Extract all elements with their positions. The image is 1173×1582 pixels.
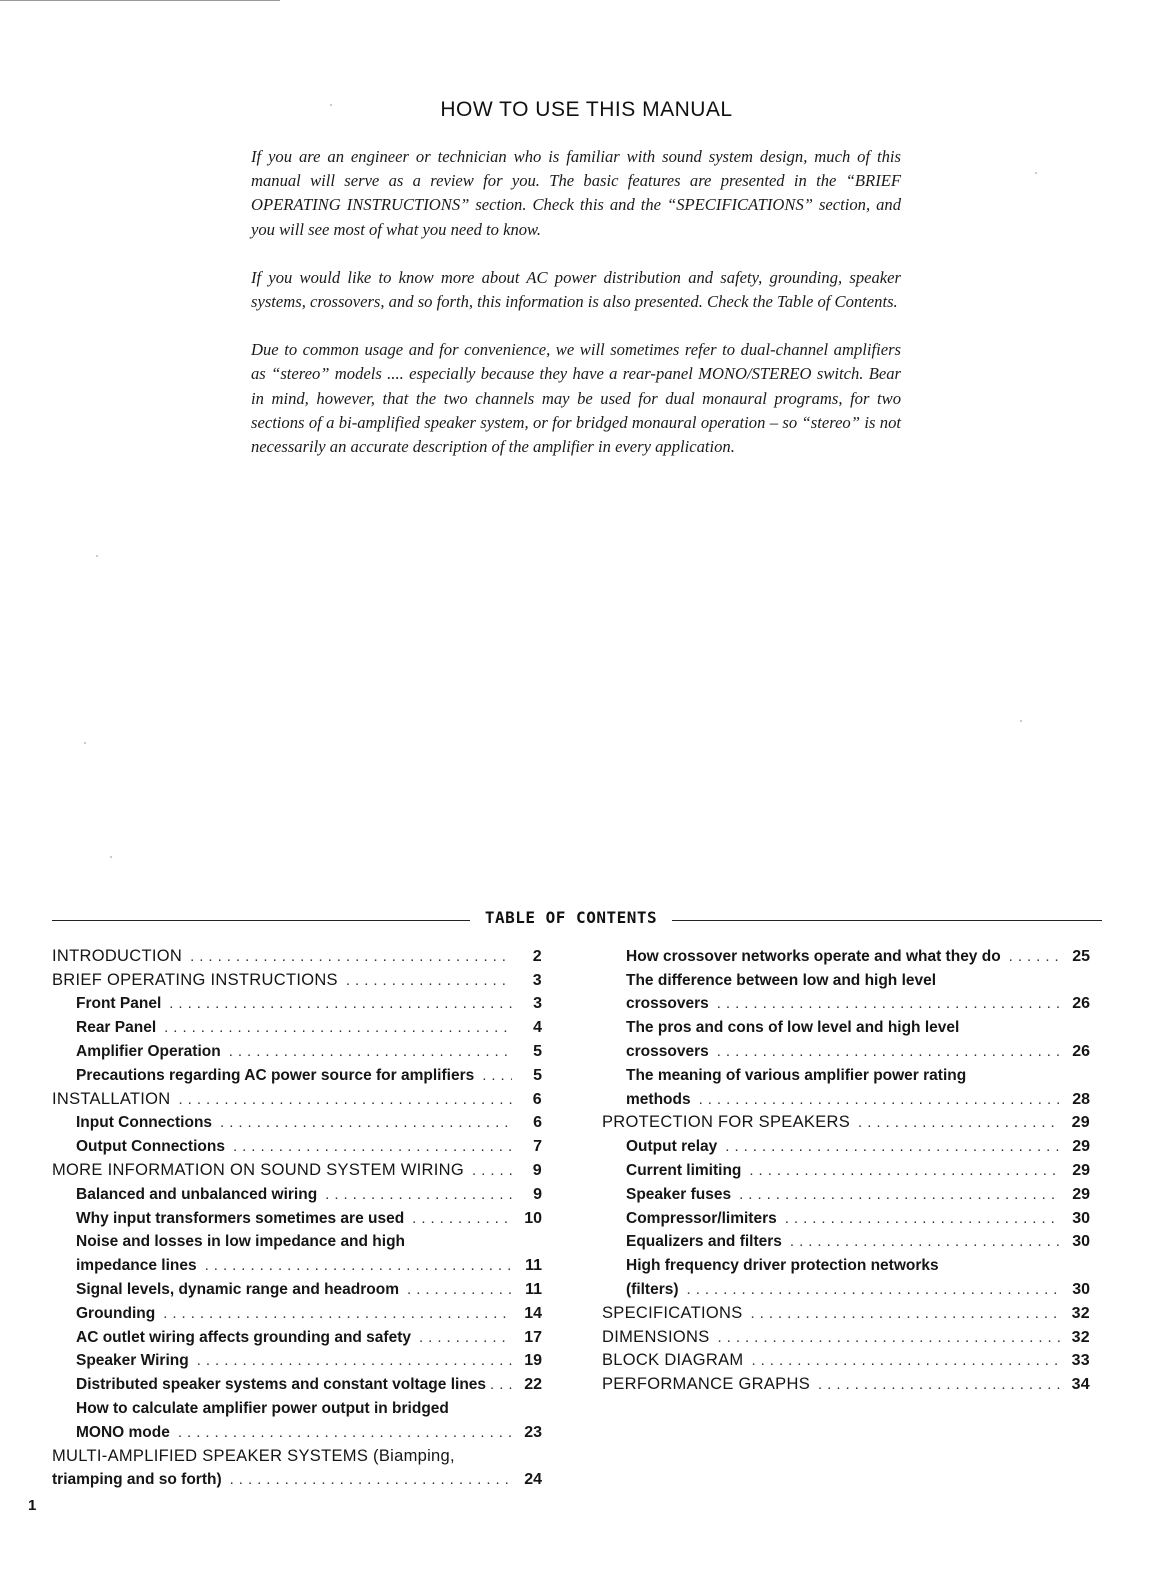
toc-entry[interactable]: SPECIFICATIONS ..... 32 bbox=[602, 1299, 1090, 1323]
toc-entry[interactable]: INSTALLATION ..... 6 bbox=[52, 1085, 542, 1109]
toc-entry[interactable]: Distributed speaker systems and constant voltage lines ..... 22 bbox=[52, 1370, 542, 1394]
toc-entry[interactable]: BRIEF OPERATING INSTRUCTIONS ..... 3 bbox=[52, 966, 542, 990]
toc-rule-left bbox=[52, 920, 470, 921]
page-heading: HOW TO USE THIS MANUAL bbox=[440, 98, 733, 121]
toc-entry[interactable]: PERFORMANCE GRAPHS ..... 34 bbox=[602, 1370, 1090, 1394]
toc-entry[interactable]: Amplifier Operation ..... 5 bbox=[52, 1037, 542, 1061]
toc-entry-line[interactable]: MULTI-AMPLIFIED SPEAKER SYSTEMS (Biamping, bbox=[52, 1446, 455, 1465]
toc-entry[interactable]: triamping and so forth) ..... 24 bbox=[52, 1466, 542, 1490]
toc-entry[interactable]: Speaker Wiring ..... 19 bbox=[52, 1347, 542, 1371]
toc-entry[interactable]: AC outlet wiring affects grounding and safety ..... 17 bbox=[52, 1323, 542, 1347]
toc-entry[interactable]: Output relay ..... 29 bbox=[602, 1132, 1090, 1156]
toc-entry[interactable]: impedance lines ..... 11 bbox=[52, 1251, 542, 1275]
toc-entry-line[interactable]: High frequency driver protection networks bbox=[626, 1257, 939, 1275]
toc-entry[interactable]: Input Connections ..... 6 bbox=[52, 1109, 542, 1133]
toc-entry-line[interactable]: How to calculate amplifier power output in bridged bbox=[76, 1399, 449, 1417]
toc-entry[interactable]: Why input transformers sometimes are used ..... 10 bbox=[52, 1204, 542, 1228]
toc-entry[interactable]: How crossover networks operate and what they do ..... 25 bbox=[602, 942, 1090, 966]
toc-entry-line[interactable]: The difference between low and high level bbox=[626, 971, 937, 989]
intro-paragraph-1: If you are an engineer or technician who is familiar with sound system design, much of this manual will serve as a review for you. The basic features are presented in the “BRIEF OPERATING INSTRUCTIONS” section. Check this and the “SPECIFICATIONS” section, and you will see most of what you need to know. bbox=[251, 147, 901, 239]
toc-entry-line[interactable]: Noise and losses in low impedance and high bbox=[76, 1233, 406, 1251]
scan-edge-line bbox=[0, 0, 280, 1]
page-number: 1 bbox=[28, 1497, 37, 1514]
toc-column-left bbox=[52, 942, 542, 1489]
toc-entry[interactable]: Grounding ..... 14 bbox=[52, 1299, 542, 1323]
toc-entry[interactable]: Front Panel ..... 3 bbox=[52, 990, 542, 1014]
toc-entry[interactable]: Precautions regarding AC power source for amplifiers ..... 5 bbox=[52, 1061, 542, 1085]
intro-paragraph-3: Due to common usage and for convenience, we will sometimes refer to dual-channel amplifiers as “stereo” models .... especially because they have a rear-panel MONO/STEREO switch. Bear in mind, however, that the two channels may be used for dual monaural programs, for two sections of a bi-amplified speaker system, or for bridged monaural operation – so “stereo” is not necessarily an accurate description of the amplifier in every application. bbox=[251, 340, 901, 457]
toc-entry[interactable]: crossovers ..... 26 bbox=[602, 1037, 1090, 1061]
toc-entry[interactable]: MONO mode ..... 23 bbox=[52, 1418, 542, 1442]
toc-entry[interactable]: BLOCK DIAGRAM ..... 33 bbox=[602, 1347, 1090, 1371]
toc-entry[interactable]: (filters) ..... 30 bbox=[602, 1275, 1090, 1299]
scan-speck bbox=[84, 742, 86, 744]
toc-entry[interactable]: Current limiting ..... 29 bbox=[602, 1156, 1090, 1180]
toc-entry[interactable]: Speaker fuses ..... 29 bbox=[602, 1180, 1090, 1204]
toc-entry[interactable]: Signal levels, dynamic range and headroom ..... 11 bbox=[52, 1275, 542, 1299]
toc-entry[interactable]: crossovers ..... 26 bbox=[602, 990, 1090, 1014]
scan-speck bbox=[330, 104, 332, 106]
scan-speck bbox=[110, 856, 112, 858]
toc-entry[interactable]: Compressor/limiters ..... 30 bbox=[602, 1204, 1090, 1228]
toc-entry[interactable]: methods ..... 28 bbox=[602, 1085, 1090, 1109]
toc-entry[interactable]: INTRODUCTION ..... 2 bbox=[52, 942, 542, 966]
toc-entry-line[interactable]: The meaning of various amplifier power rating bbox=[626, 1066, 967, 1084]
intro-text bbox=[251, 145, 901, 483]
toc-header bbox=[52, 908, 1102, 930]
scan-speck bbox=[96, 555, 98, 557]
toc-entry[interactable]: DIMENSIONS ..... 32 bbox=[602, 1323, 1090, 1347]
toc-entry[interactable]: MORE INFORMATION ON SOUND SYSTEM WIRING ..... 9 bbox=[52, 1156, 542, 1180]
toc-rule-right bbox=[672, 920, 1102, 921]
toc-entry[interactable]: PROTECTION FOR SPEAKERS ..... 29 bbox=[602, 1109, 1090, 1133]
toc-title: TABLE OF CONTENTS bbox=[484, 908, 658, 927]
toc-entry[interactable]: Output Connections ..... 7 bbox=[52, 1132, 542, 1156]
scan-speck bbox=[1035, 172, 1037, 174]
toc-entry-line[interactable]: The pros and cons of low level and high level bbox=[626, 1019, 960, 1037]
toc-entry[interactable]: Balanced and unbalanced wiring ..... 9 bbox=[52, 1180, 542, 1204]
intro-paragraph-2: If you would like to know more about AC power distribution and safety, grounding, speaker systems, crossovers, and so forth, this information is also presented. Check the Table of Contents. bbox=[251, 267, 901, 312]
toc-column-right bbox=[602, 942, 1090, 1394]
toc-entry[interactable]: Equalizers and filters ..... 30 bbox=[602, 1228, 1090, 1252]
scan-speck bbox=[1020, 720, 1022, 722]
toc-entry[interactable]: Rear Panel ..... 4 bbox=[52, 1013, 542, 1037]
